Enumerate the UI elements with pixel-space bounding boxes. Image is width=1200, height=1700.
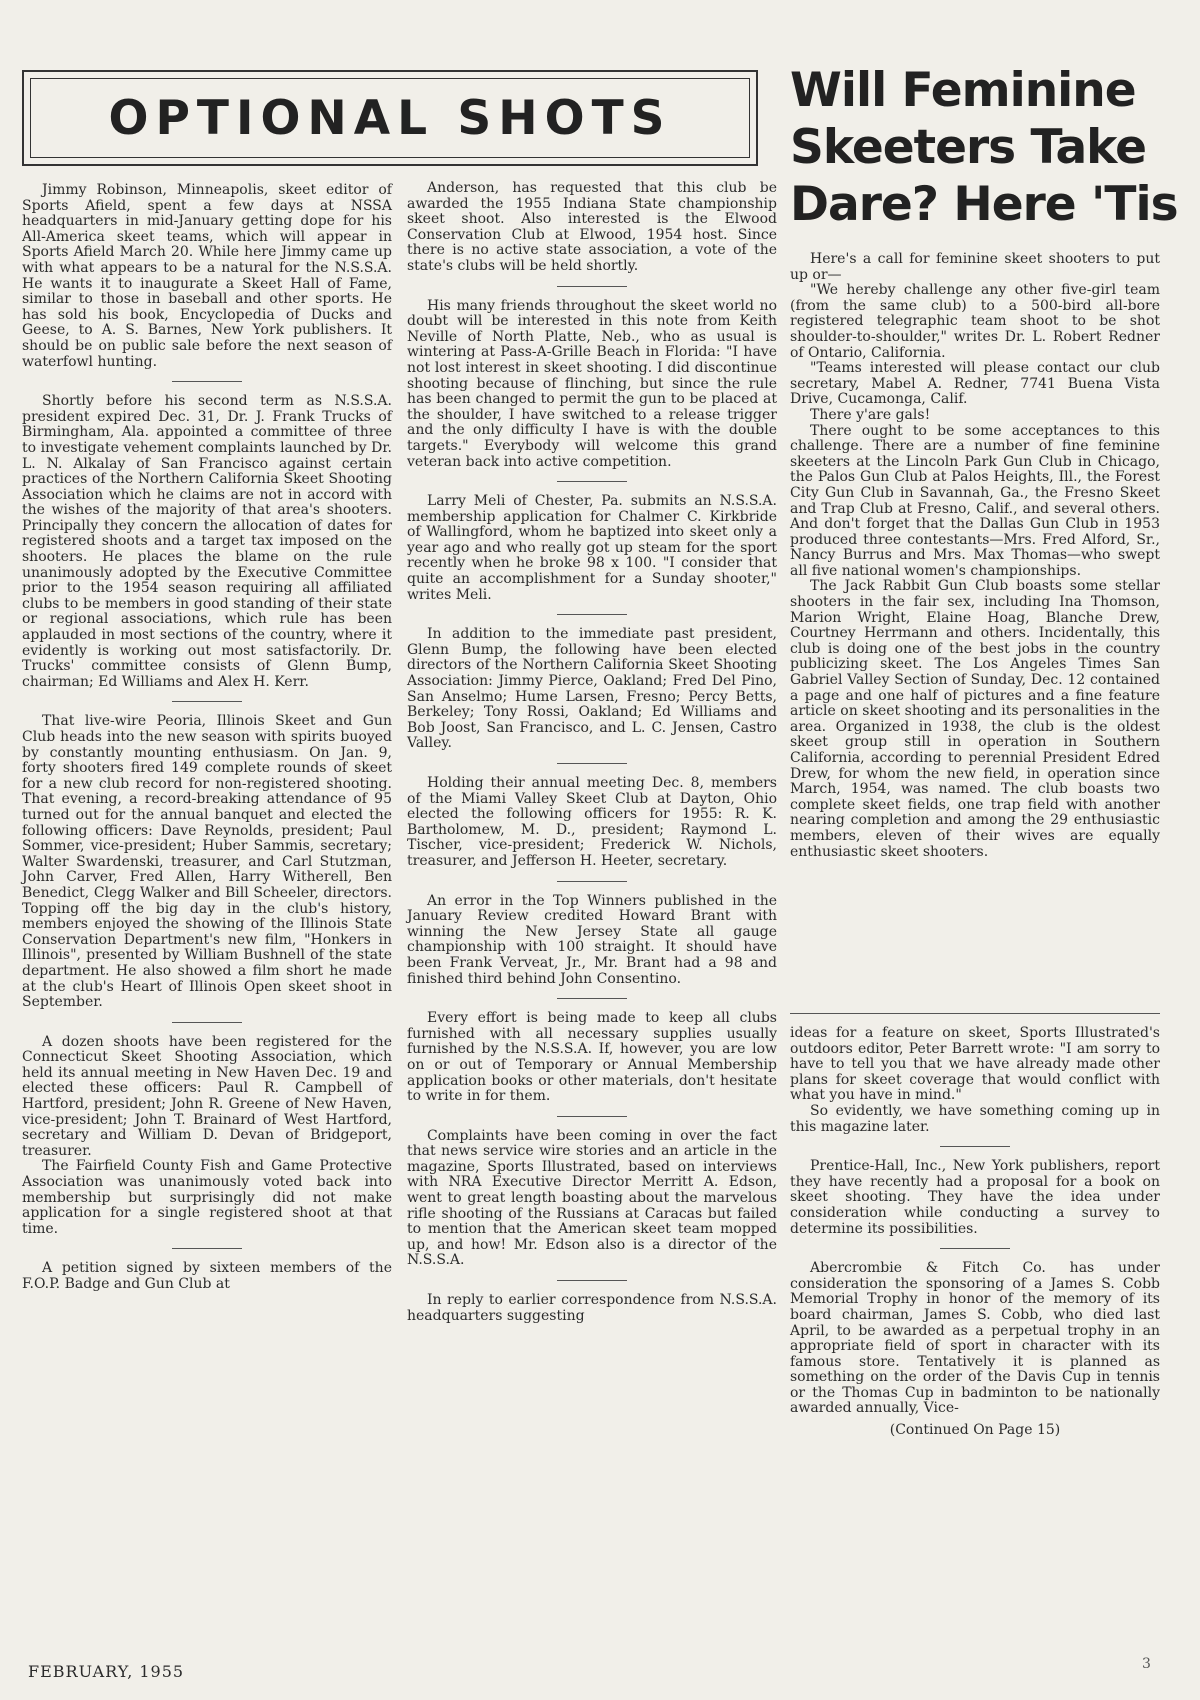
paragraph: "We hereby challenge any other five-girl team (from the same club) to a 500-bird all-bore registered telegraphic team shoot to be shot shoulder-to-shoulder," writes Dr. L. Robert Redner of Ontario, California.	[790, 282, 1160, 361]
column-2	[407, 181, 777, 1324]
column-1	[22, 183, 392, 1293]
paragraph: Larry Meli of Chester, Pa. submits an N.S.S.A. membership application for Chalmer C. Kirkbride of Wallingford, whom he baptized into skeet only a year ago and who really got up steam for the sport recently when he broke 98 x 100. "I consider that quite an accomplishment for a Sunday shooter," writes Meli.	[407, 493, 777, 603]
column-3	[790, 252, 1160, 860]
paragraph: Complaints have been coming in over the fact that news service wire stories and an article in the magazine, Sports Illustrated, based on interviews with NRA Executive Director Merritt A. Edson, went to great length boasting about the marvelous rifle shooting of the Russians at Caracas but failed to mention that the American skeet team mopped up, and how! Mr. Edson also is a director of the N.S.S.A.	[407, 1127, 777, 1269]
divider	[172, 1022, 242, 1023]
paragraph: There ought to be some acceptances to this challenge. There are a number of fine feminine skeeters at the Lincoln Park Gun Club in Chicago, the Palos Gun Club at Palos Heights, Ill., the Forest City Gun Club in Savannah, Ga., the Fresno Skeet and Trap Club at Fresno, Calif., and several others. And don't forget that the Dallas Gun Club in 1953 produced three contestants—Mrs. Fred Alford, Sr., Nancy Burrus and Mrs. Max Thomas—who swept all five national women's championships.	[790, 422, 1160, 579]
paragraph: Holding their annual meeting Dec. 8, members of the Miami Valley Skeet Club at Dayton, Ohio elected the following officers for 1955: R. K. Bartholomew, M. D., president; Raymond L. Tischer, vice-president; Frederick W. Nichols, treasurer, and Jefferson H. Heeter, secretary.	[407, 775, 777, 869]
paragraph: That live-wire Peoria, Illinois Skeet and Gun Club heads into the new season with spirits buoyed by constantly mounting enthusiasm. On Jan. 9, forty shooters fired 149 complete rounds of skeet for a new club record for non-registered shooting. That evening, a record-breaking attendance of 95 turned out for the annual banquet and elected the following officers: Dave Reynolds, president; Paul Sommer, vice-president; Huber Sammis, secretary; Walter Swardenski, treasurer, and Carl Stutzman, John Carver, Fred Allen, Harry Witherell, Ben Benedict, Clegg Walker and Bill Scheeler, directors. Topping off the big day in the club's history, members enjoyed the showing of the Illinois State Conservation Department's new film, "Honkers in Illinois", presented by William Bushnell of the state department. He also showed a film short he made at the club's Heart of Illinois Open skeet shoot in September.	[22, 713, 392, 1011]
divider	[557, 481, 627, 482]
paragraph: Jimmy Robinson, Minneapolis, skeet editor of Sports Afield, spent a few days at NSSA headquarters in mid-January getting dope for his All-America skeet teams, which will appear in Sports Afield March 20. While here Jimmy came up with what appears to be a natural for the N.S.S.A. He wants it to inaugurate a Skeet Hall of Fame, similar to those in baseball and other sports. He has sold his book, Encyclopedia of Ducks and Geese, to A. S. Barnes, New York publishers. It should be on public sale before the next season of waterfowl hunting.	[22, 182, 392, 370]
issue-date: FEBRUARY, 1955	[28, 1662, 185, 1681]
section-title: OPTIONAL SHOTS	[108, 90, 672, 146]
paragraph: The Fairfield County Fish and Game Protective Association was unanimously voted back into membership but surprisingly did not make application for a single registered shoot at that time.	[22, 1158, 392, 1237]
paragraph: A petition signed by sixteen members of the F.O.P. Badge and Gun Club at	[22, 1260, 392, 1292]
divider	[557, 881, 627, 882]
paragraph: A dozen shoots have been registered for the Connecticut Skeet Shooting Association, which held its annual meeting in New Haven Dec. 19 and elected these officers: Paul R. Campbell of Hartford, president; John R. Greene of New Haven, vice-president; John T. Brainard of West Hartford, secretary and William D. Devan of Bridgeport, treasurer.	[22, 1033, 392, 1159]
paragraph: ideas for a feature on skeet, Sports Illustrated's outdoors editor, Peter Barrett wrote: "I am sorry to have to tell you that we have already made other plans for skeet coverage that would conflict with what you have in mind."	[790, 1025, 1160, 1104]
paragraph: Shortly before his second term as N.S.S.A. president expired Dec. 31, Dr. J. Frank Trucks of Birmingham, Ala. appointed a committee of three to investigate vehement complaints launched by Dr. L. N. Alkalay of San Francisco against certain practices of the Northern California Skeet Shooting Association which he claims are not in accord with the wishes of the majority of that area's shooters. Principally they concern the allocation of dates for registered shoots and a target tax imposed on the shooters. He places the blame on the rule unanimously adopted by the Executive Committee prior to the 1954 season requiring all affiliated clubs to be members in good standing of their state or regional associations, which rule has been applauded in most sections of the country, where it evidently is working out most satisfactorily. Dr. Trucks' committee consists of Glenn Bump, chairman; Ed Williams and Alex H. Kerr.	[22, 393, 392, 690]
divider	[557, 1280, 627, 1281]
divider	[172, 1248, 242, 1249]
divider	[557, 614, 627, 615]
article-headline: Will Feminine Skeeters Take Dare? Here 'Tis	[790, 63, 1178, 232]
paragraph: An error in the Top Winners published in the January Review credited Howard Brant with winning the New Jersey State all gauge championship with 100 straight. It should have been Frank Verveat, Jr., Mr. Brant had a 98 and finished third behind John Consentino.	[407, 892, 777, 987]
paragraph: Prentice-Hall, Inc., New York publishers, report they have recently had a proposal for a book on skeet shooting. They have the idea under consideration while conducting a survey to determine its possibilities.	[790, 1158, 1160, 1237]
paragraph: The Jack Rabbit Gun Club boasts some stellar shooters in the fair sex, including Ina Thomson, Marion Wright, Elaine Hoag, Blanche Drew, Courtney Herrmann and others. Incidentally, this club is doing one of the best jobs in the country publicizing skeet. The Los Angeles Times San Gabriel Valley Section of Sunday, Dec. 12 contained a page and one half of pictures and a fine feature article on skeet shooting and its personalities in the area. Organized in 1938, the club is the oldest skeet group still in operation in Southern California, according to perennial President Edred Drew, for whom the new field, in operation since March, 1954, was named. The club boasts two complete skeet fields, one trap field with another nearing completion and among the 29 enthusiastic members, eleven of their wives are equally enthusiastic skeet shooters.	[790, 578, 1160, 860]
page-number: 3	[1142, 1656, 1151, 1672]
continued-note: (Continued On Page 15)	[889, 1422, 1061, 1439]
paragraph: Here's a call for feminine skeet shooters to put up or—	[790, 251, 1160, 283]
divider	[172, 381, 242, 382]
paragraph: In addition to the immediate past president, Glenn Bump, the following have been elected directors of the Northern California Skeet Shooting Association: Jimmy Pierce, Oakland; Fred Del Pino, San Anselmo; Hume Larsen, Fresno; Percy Betts, Berkeley; Tony Rossi, Oakland; Ed Williams and Bob Joost, San Francisco, and L. C. Jensen, Castro Valley.	[407, 626, 777, 752]
divider	[940, 1146, 1010, 1147]
divider	[557, 763, 627, 764]
paragraph: His many friends throughout the skeet world no doubt will be interested in this note from Keith Neville of North Platte, Neb., who as usual is wintering at Pass-A-Grille Beach in Florida: "I have not lost interest in skeet shooting. I did discontinue shooting because of flinching, but since the rule has been changed to permit the gun to be placed at the shoulder, I have switched to a release trigger and the only difficulty I have is with the double targets." Everybody will welcome this grand veteran back into active competition.	[407, 297, 777, 470]
divider	[172, 701, 242, 702]
divider	[557, 286, 627, 287]
paragraph: Every effort is being made to keep all clubs furnished with all necessary supplies usually furnished by the N.S.S.A. If, however, you are low on or out of Temporary or Annual Membership application books or other materials, don't hesitate to write in for them.	[407, 1010, 777, 1105]
divider	[557, 1116, 627, 1117]
paragraph: "Teams interested will please contact our club secretary, Mabel A. Redner, 7741 Buena Vista Drive, Cucamonga, Calif.	[790, 360, 1160, 408]
divider	[557, 998, 627, 999]
divider	[790, 1013, 1160, 1014]
section-banner	[22, 70, 758, 166]
divider	[940, 1248, 1010, 1249]
column-3-continued	[790, 1013, 1160, 1439]
paragraph: Anderson, has requested that this club be awarded the 1955 Indiana State championship skeet shoot. Also interested is the Elwood Conservation Club at Elwood, 1954 host. Since there is no active state association, a vote of the state's clubs will be held shortly.	[407, 180, 777, 274]
paragraph: In reply to earlier correspondence from N.S.S.A. headquarters suggesting	[407, 1292, 777, 1324]
paragraph: Abercrombie & Fitch Co. has under consideration the sponsoring of a James S. Cobb Memorial Trophy in honor of the memory of its board chairman, James S. Cobb, who died last April, to be awarded as a perpetual trophy in an appropriate field of sport in character with its famous store. Tentatively it is planned as something on the order of the Davis Cup in tennis or the Thomas Cup in badminton to be nationally awarded annually, Vice-	[790, 1260, 1160, 1417]
paragraph: There y'are gals!	[810, 406, 931, 423]
section-banner-inner	[30, 78, 750, 158]
paragraph: So evidently, we have something coming up in this magazine later.	[790, 1102, 1160, 1135]
